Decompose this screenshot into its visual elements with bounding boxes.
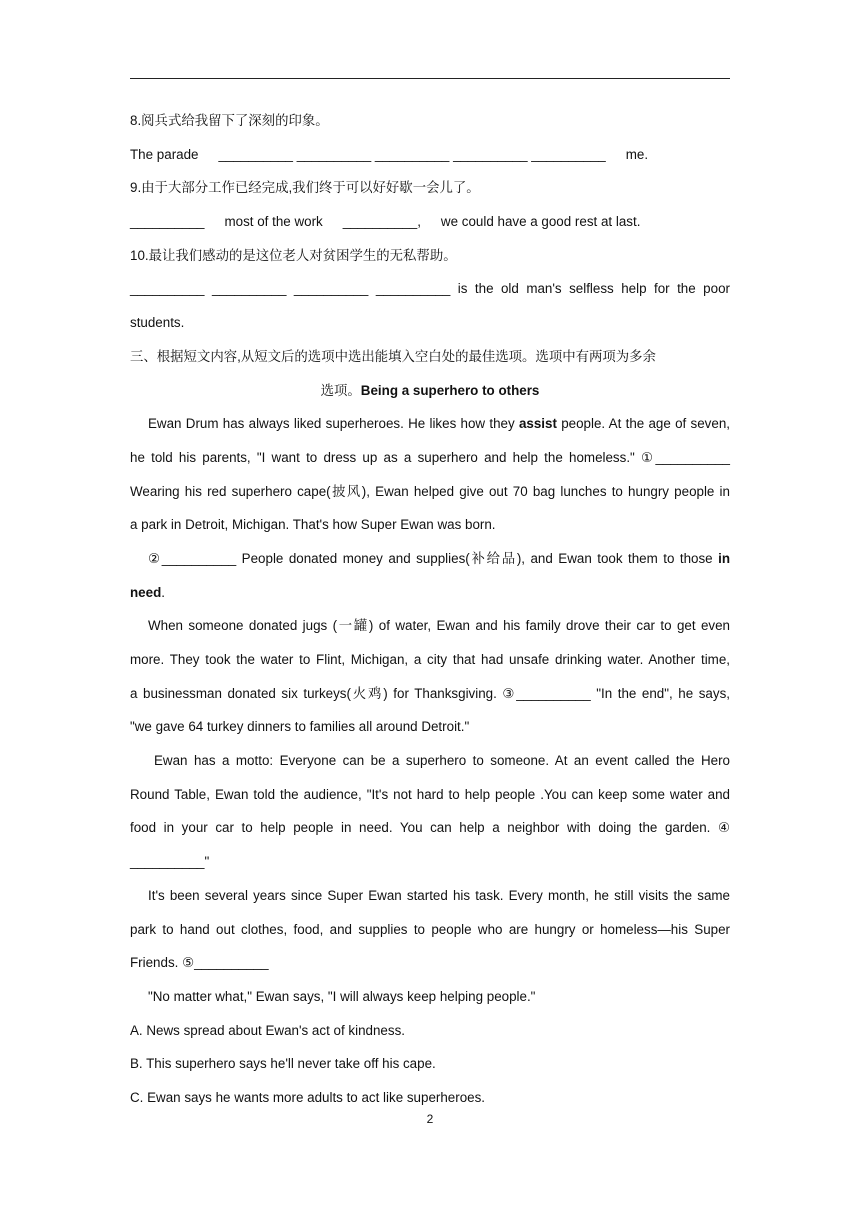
- passage-p1-line1: Ewan Drum has always liked superheroes. He likes how they assist people. At the age of seven,: [148, 416, 730, 432]
- document-page: [130, 108, 730, 1119]
- passage-p1-line4: a park in Detroit, Michigan. That's how Super Ewan was born.: [130, 517, 496, 533]
- passage-p1-line3: Wearing his red superhero cape(披风), Ewan helped give out 70 bag lunches to hungry people in: [130, 483, 730, 499]
- q10-end: is the old man's selfless help for the poor: [457, 281, 730, 297]
- passage-p3-line2: more. They took the water to Flint, Michigan, a city that had unsafe drinking water. Another time,: [130, 652, 730, 667]
- passage-title: Being a superhero to others: [360, 382, 540, 398]
- section-3-instruction-end: 选项。: [320, 382, 361, 398]
- passage-p4-line1: Ewan has a motto: Everyone can be a superhero to someone. At an event called the Hero: [154, 753, 730, 769]
- page-number: 2: [426, 1112, 434, 1126]
- q9-blank-2[interactable]: __________,: [342, 214, 421, 230]
- passage-p4-line2: Round Table, Ewan told the audience, "It's not hard to help people .You can keep some water and: [130, 786, 730, 802]
- q9-english: [130, 209, 730, 243]
- q10-chinese: 10.最让我们感动的是这位老人对贫困学生的无私帮助。: [130, 247, 457, 263]
- option-b: B. This superhero says he'll never take off his cape.: [130, 1056, 436, 1072]
- passage-p1-line2: he told his parents, "I want to dress up as a superhero and help the homeless." ①__________: [130, 449, 730, 465]
- q8-start: The parade: [130, 146, 199, 162]
- q9-end: we could have a good rest at last.: [440, 214, 641, 230]
- q8-english: [130, 142, 730, 176]
- q8-end: me.: [625, 146, 649, 162]
- q10-continuation: students.: [130, 315, 185, 331]
- passage-p2-line1: ②__________ People donated money and supplies(补给品), and Ewan took them to those in: [148, 550, 730, 566]
- option-c: C. Ewan says he wants more adults to act like superheroes.: [130, 1089, 486, 1105]
- passage-p3-line3: a businessman donated six turkeys(火鸡) for Thanksgiving. ③__________ "In the end", he says,: [130, 685, 730, 701]
- passage-p3-line1: When someone donated jugs (一罐) of water, Ewan and his family drove their car to get even: [148, 618, 730, 634]
- passage-p3-line4: "we gave 64 turkey dinners to families all around Detroit.": [130, 719, 470, 735]
- word-need: need: [130, 584, 162, 600]
- option-a: A. News spread about Ewan's act of kindness.: [130, 1022, 405, 1038]
- passage-p2-line2: need.: [130, 584, 165, 600]
- passage-p5-line3: Friends. ⑤__________: [130, 955, 269, 971]
- q10-blanks[interactable]: __________ __________ __________ __________: [130, 281, 451, 297]
- q9-blank-1[interactable]: __________: [130, 214, 205, 230]
- header-rule: [130, 78, 730, 79]
- q10-english: [130, 276, 730, 310]
- q8-blanks[interactable]: __________ __________ __________ __________ __________: [218, 146, 606, 162]
- section-3-instruction: 三、根据短文内容,从短文后的选项中选出能填入空白处的最佳选项。选项中有两项为多余: [130, 348, 656, 364]
- passage-p4-line3: food in your car to help people in need. You can help a neighbor with doing the garden. ④: [130, 820, 730, 836]
- q9-mid: most of the work: [224, 214, 323, 230]
- q9-chinese: 9.由于大部分工作已经完成,我们终于可以好好歇一会儿了。: [130, 180, 480, 196]
- passage-p5-line2: park to hand out clothes, food, and supplies to people who are hungry or homeless—his Super: [130, 921, 730, 937]
- word-assist: assist: [518, 416, 557, 432]
- passage-p4-line4: __________": [130, 854, 210, 870]
- passage-p5-line1: It's been several years since Super Ewan started his task. Every month, he still visits the same: [148, 887, 730, 903]
- q8-chinese: 8.阅兵式给我留下了深刻的印象。: [130, 113, 329, 128]
- passage-p6-line1: "No matter what," Ewan says, "I will always keep helping people.": [148, 988, 536, 1004]
- section-3-title-line: [130, 378, 730, 412]
- word-in: in: [718, 550, 730, 566]
